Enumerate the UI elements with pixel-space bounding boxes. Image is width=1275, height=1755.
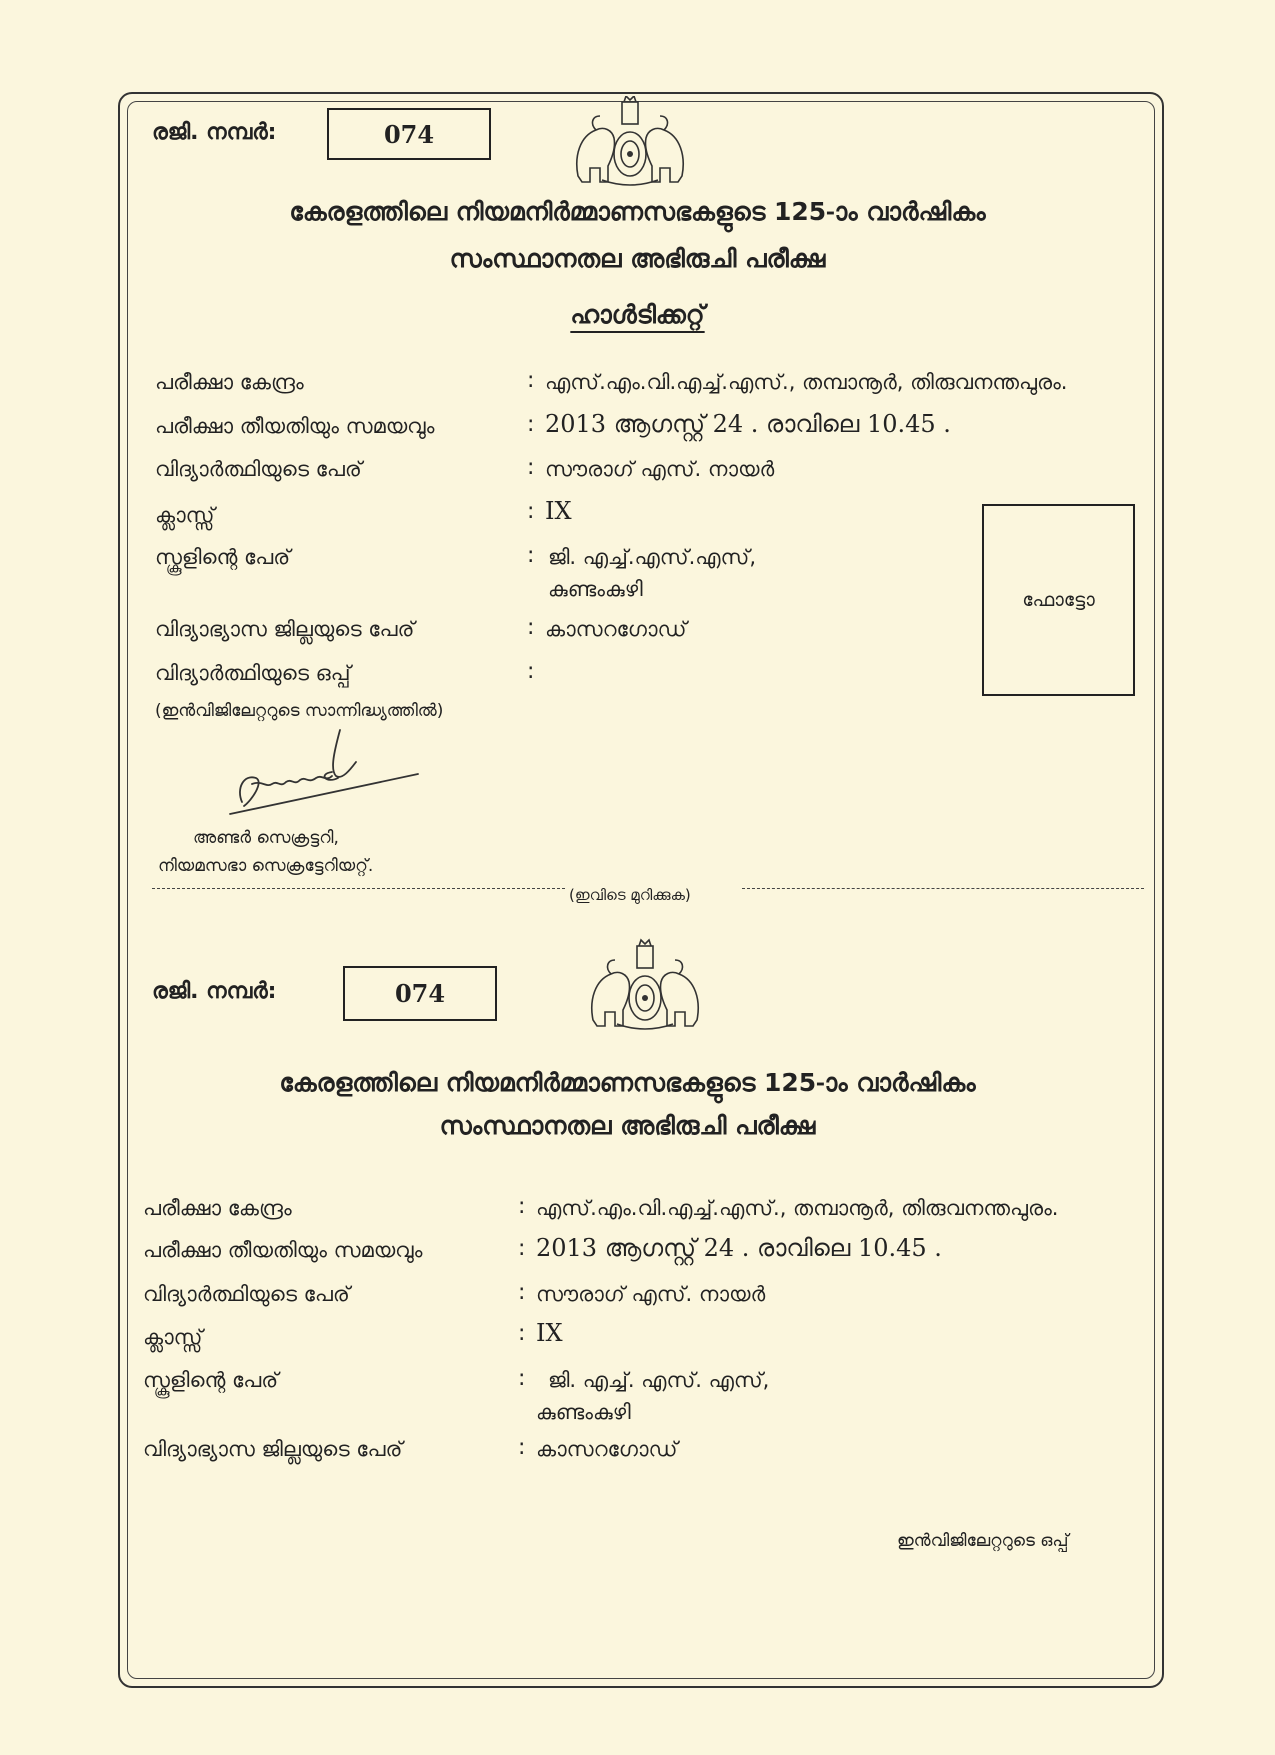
field-colon: : — [518, 1236, 526, 1261]
field-label: സ്കൂളിന്റെ പേര് — [155, 545, 291, 569]
field-colon: : — [518, 1435, 526, 1460]
field-value: 2013 ആഗസ്റ്റ് 24 . രാവിലെ 10.45 . — [545, 410, 951, 438]
hall-ticket-heading: ഹാൾടിക്കറ്റ് — [570, 300, 705, 329]
cut-here-text: (ഇവിടെ മുറിക്കുക) — [565, 886, 695, 904]
field-colon: : — [527, 659, 535, 684]
field-value: സൗരാഗ് എസ്. നായർ — [536, 1282, 766, 1306]
reg-number-label: രജി. നമ്പർ: — [152, 120, 277, 145]
field-colon: : — [527, 543, 535, 568]
field-label: പരീക്ഷാ തീയതിയും സമയവും — [155, 414, 435, 438]
field-label: വിദ്യാർത്ഥിയുടെ പേര് — [143, 1282, 350, 1306]
field-value: കാസറഗോഡ് — [545, 617, 687, 641]
photo-label: ഫോട്ടോ — [1022, 589, 1095, 611]
field-value: എസ്.എം.വി.എച്ച്.എസ്., തമ്പാനൂർ, തിരുവനന്തപുരം. — [545, 370, 1068, 394]
field-colon: : — [518, 1321, 526, 1346]
field-label: വിദ്യാഭ്യാസ ജില്ലയുടെ പേര് — [143, 1437, 403, 1461]
field-colon: : — [527, 615, 535, 640]
field-label: പരീക്ഷാ തീയതിയും സമയവും — [143, 1238, 423, 1262]
field-value-line2: കുണ്ടംകുഴി — [536, 1400, 631, 1424]
field-label: വിദ്യാഭ്യാസ ജില്ലയുടെ പേര് — [155, 617, 415, 641]
field-value: IX — [536, 1319, 563, 1347]
field-value: 2013 ആഗസ്റ്റ് 24 . രാവിലെ 10.45 . — [536, 1234, 942, 1262]
field-value: ജി. എച്ച്. എസ്. എസ്, — [548, 1368, 770, 1392]
reg-number-box: 074 — [327, 108, 491, 160]
field-label: ക്ലാസ്സ് — [155, 503, 215, 527]
field-value: സൗരാഗ് എസ്. നായർ — [545, 457, 775, 481]
field-label: ക്ലാസ്സ് — [143, 1325, 203, 1349]
kerala-state-emblem-icon — [583, 937, 707, 1037]
exam-title-line1: കേരളത്തിലെ നിയമനിർമ്മാണസഭകളുടെ 125-ാം വാർഷികം — [279, 1068, 976, 1097]
cut-line-left — [152, 888, 565, 909]
photo-placeholder — [982, 504, 1135, 696]
reg-number-box: 074 — [343, 966, 497, 1021]
signature-icon — [222, 722, 422, 816]
field-colon: : — [527, 368, 535, 393]
field-label: പരീക്ഷാ കേന്ദ്രം — [155, 370, 304, 394]
exam-title-line2: സംസ്ഥാനതല അഭിരുചി പരീക്ഷ — [439, 1111, 816, 1140]
field-value: ജി. എച്ച്.എസ്.എസ്, — [548, 545, 757, 569]
reg-number-label: രജി. നമ്പർ: — [152, 979, 277, 1004]
field-label: വിദ്യാർത്ഥിയുടെ പേര് — [155, 457, 362, 481]
field-label: പരീക്ഷാ കേന്ദ്രം — [143, 1196, 292, 1220]
exam-title-line2: സംസ്ഥാനതല അഭിരുചി പരീക്ഷ — [449, 244, 826, 273]
field-colon: : — [518, 1194, 526, 1219]
field-colon: : — [518, 1366, 526, 1391]
field-label: വിദ്യാർത്ഥിയുടെ ഒപ്പ് — [155, 661, 351, 685]
kerala-state-emblem-icon — [568, 96, 692, 190]
signatory-office: നിയമസഭാ സെക്രട്ടേറിയറ്റ്. — [158, 856, 374, 876]
field-colon: : — [527, 499, 535, 524]
field-value: IX — [545, 497, 572, 525]
field-value: എസ്.എം.വി.എച്ച്.എസ്., തമ്പാനൂർ, തിരുവനന്തപുരം. — [536, 1196, 1059, 1220]
field-value-line2: കുണ്ടംകുഴി — [548, 577, 643, 601]
invigilator-note: (ഇൻവിജിലേറ്ററുടെ സാന്നിദ്ധ്യത്തിൽ) — [155, 701, 444, 721]
cut-line-right — [742, 888, 1144, 909]
field-label: സ്കൂളിന്റെ പേര് — [143, 1368, 279, 1392]
field-colon: : — [527, 412, 535, 437]
field-colon: : — [518, 1280, 526, 1305]
field-value: കാസറഗോഡ് — [536, 1437, 678, 1461]
exam-title-line1: കേരളത്തിലെ നിയമനിർമ്മാണസഭകളുടെ 125-ാം വാർഷികം — [289, 197, 986, 226]
field-colon: : — [527, 455, 535, 480]
invigilator-signature-label: ഇൻവിജിലേറ്ററുടെ ഒപ്പ് — [897, 1531, 1069, 1551]
signatory-title: അണ്ടർ സെക്രട്ടറി, — [193, 828, 339, 848]
